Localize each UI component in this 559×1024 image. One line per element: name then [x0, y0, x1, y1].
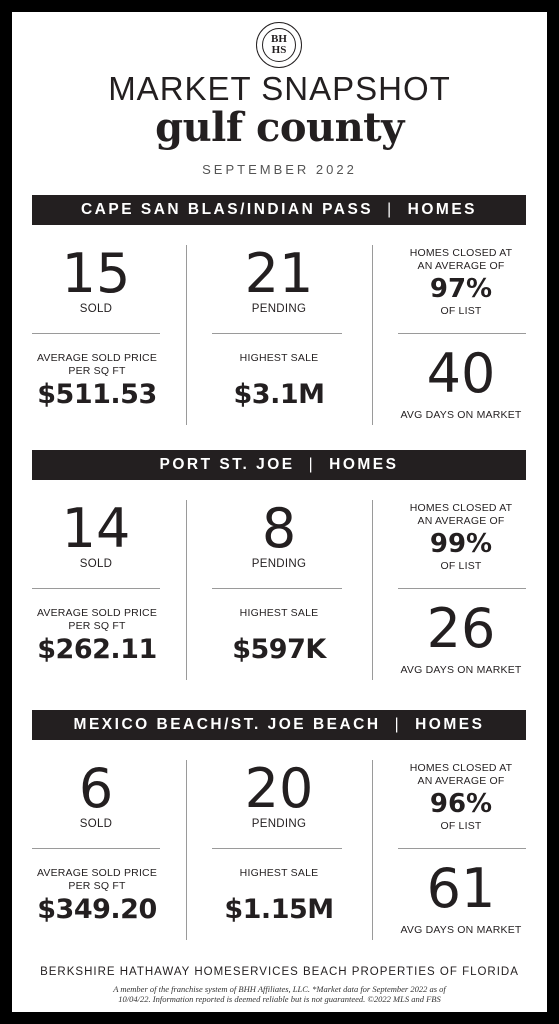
column-divider: [372, 500, 373, 680]
column-divider: [372, 245, 373, 425]
closed-label-2: AN AVERAGE OF: [417, 515, 505, 527]
section-area: CAPE SAN BLAS/INDIAN PASS: [80, 201, 374, 218]
pending-count: 8: [261, 497, 297, 560]
avg-price-label-2: PER SQ FT: [68, 365, 126, 377]
highest-sale-value: $3.1M: [233, 379, 325, 410]
sold-count: 6: [78, 757, 114, 820]
pending-label: PENDING: [251, 558, 307, 570]
column-divider: [186, 245, 187, 425]
closed-average-stat: [384, 247, 538, 318]
sold-stat: [32, 242, 160, 315]
section-type: HOMES: [329, 456, 399, 473]
pending-stat: [198, 497, 360, 570]
avg-price-label-2: PER SQ FT: [68, 880, 126, 892]
highest-sale-stat: [198, 352, 360, 412]
section-separator: |: [394, 716, 402, 733]
avg-price-stat: [22, 607, 172, 667]
section-area: PORT ST. JOE: [159, 456, 295, 473]
row-divider: [212, 588, 342, 589]
closed-label-2: AN AVERAGE OF: [417, 260, 505, 272]
pending-stat: [198, 757, 360, 830]
sold-label: SOLD: [79, 558, 113, 570]
section-type: HOMES: [415, 716, 485, 733]
days-on-market-stat: [384, 857, 538, 937]
sold-count: 15: [61, 242, 131, 305]
highest-sale-label: HIGHEST SALE: [239, 607, 319, 619]
highest-sale-value: $1.15M: [224, 894, 334, 925]
sold-label: SOLD: [79, 303, 113, 315]
row-divider: [32, 848, 160, 849]
logo-line-1: BH: [271, 33, 287, 45]
avg-price-stat: [22, 352, 172, 412]
row-divider: [212, 333, 342, 334]
days-label: AVG DAYS ON MARKET: [400, 664, 522, 676]
section-separator: |: [387, 201, 394, 218]
pending-count: 20: [244, 757, 314, 820]
avg-price-label-1: AVERAGE SOLD PRICE: [36, 867, 158, 879]
avg-price-stat: [22, 867, 172, 927]
section-banner: [32, 450, 526, 480]
avg-price-value: $511.53: [37, 379, 157, 410]
days-label: AVG DAYS ON MARKET: [400, 924, 522, 936]
section-type: HOMES: [407, 201, 478, 218]
closed-label-1: HOMES CLOSED AT: [409, 502, 513, 514]
bhhs-seal: [262, 28, 296, 62]
row-divider: [398, 848, 526, 849]
row-divider: [398, 333, 526, 334]
footer-disclaimer: A member of the franchise system of BHH Affiliates, LLC. *Market data for September 2022 as of 10/04/22. Information reported is deemed reliable but is not guaranteed. ©2022 MLS and FBS: [113, 984, 446, 1004]
pending-count: 21: [244, 242, 314, 305]
days-on-market-stat: [384, 597, 538, 677]
avg-price-value: $349.20: [37, 894, 157, 925]
logo-line-2: HS: [271, 44, 287, 56]
bhhs-logo: [256, 22, 302, 68]
highest-sale-value: $597K: [232, 634, 326, 665]
pending-stat: [198, 242, 360, 315]
section-separator: |: [308, 456, 316, 473]
sold-stat: [32, 757, 160, 830]
report-month: SEPTEMBER 2022: [202, 162, 357, 177]
sold-label: SOLD: [79, 818, 113, 830]
closed-average-stat: [384, 762, 538, 833]
days-on-market-stat: [384, 342, 538, 422]
days-count: 40: [426, 342, 496, 405]
avg-price-label-1: AVERAGE SOLD PRICE: [36, 352, 158, 364]
closed-label-1: HOMES CLOSED AT: [409, 762, 513, 774]
highest-sale-stat: [198, 867, 360, 927]
days-count: 26: [426, 597, 496, 660]
days-count: 61: [426, 857, 496, 920]
column-divider: [186, 500, 187, 680]
days-label: AVG DAYS ON MARKET: [400, 409, 522, 421]
closed-label-1: HOMES CLOSED AT: [409, 247, 513, 259]
county-name: gulf county: [155, 104, 404, 151]
row-divider: [32, 333, 160, 334]
closed-average-stat: [384, 502, 538, 573]
sold-count: 14: [61, 497, 131, 560]
column-divider: [186, 760, 187, 940]
avg-price-value: $262.11: [37, 634, 157, 665]
highest-sale-label: HIGHEST SALE: [239, 352, 319, 364]
row-divider: [212, 848, 342, 849]
column-divider: [372, 760, 373, 940]
row-divider: [32, 588, 160, 589]
closed-label-3: OF LIST: [440, 305, 482, 317]
highest-sale-stat: [198, 607, 360, 667]
row-divider: [398, 588, 526, 589]
pending-label: PENDING: [251, 303, 307, 315]
avg-price-label-2: PER SQ FT: [68, 620, 126, 632]
sold-stat: [32, 497, 160, 570]
closed-percent: 99%: [429, 529, 493, 559]
section-banner: [32, 710, 526, 740]
footer-company: BERKSHIRE HATHAWAY HOMESERVICES BEACH PROPERTIES OF FLORIDA: [40, 966, 519, 978]
closed-label-2: AN AVERAGE OF: [417, 775, 505, 787]
closed-label-3: OF LIST: [440, 560, 482, 572]
pending-label: PENDING: [251, 818, 307, 830]
closed-percent: 97%: [429, 274, 493, 304]
section-area: MEXICO BEACH/ST. JOE BEACH: [73, 716, 381, 733]
section-banner: [32, 195, 526, 225]
avg-price-label-1: AVERAGE SOLD PRICE: [36, 607, 158, 619]
page-title: MARKET SNAPSHOT: [108, 70, 451, 107]
highest-sale-label: HIGHEST SALE: [239, 867, 319, 879]
closed-percent: 96%: [429, 789, 493, 819]
closed-label-3: OF LIST: [440, 820, 482, 832]
